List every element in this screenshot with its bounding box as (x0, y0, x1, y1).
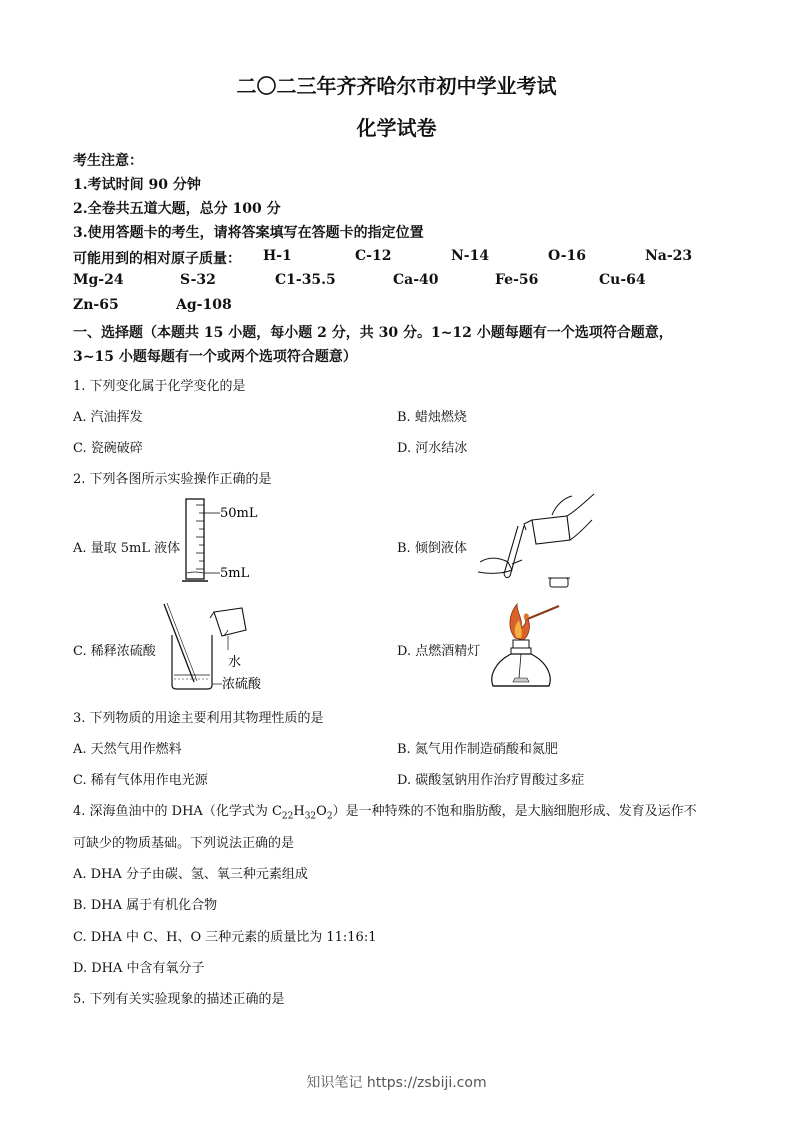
section-heading-line-1: 一、选择题（本题共 15 小题，每小题 2 分，共 30 分。1~12 小题每题有一个选项符合题意， (73, 325, 673, 341)
q4-option-d: D. DHA 中含有氧分子 (73, 961, 205, 976)
pouring-liquid-figure (472, 490, 602, 595)
mass-item: Ag-108 (176, 297, 232, 313)
q4-option-c: C. DHA 中 C、H、O 三种元素的质量比为 11:16:1 (73, 930, 377, 945)
q3-option-d: D. 碳酸氢钠用作治疗胃酸过多症 (397, 773, 585, 788)
exam-title: 二〇二三年齐齐哈尔市初中学业考试 (236, 74, 557, 98)
q1-option-d: D. 河水结冰 (397, 441, 468, 456)
footer-watermark: 知识笔记 https://zsbiji.com (306, 1075, 487, 1091)
fig-c-water-label: 水 (228, 655, 242, 670)
q5-stem: 5. 下列有关实验现象的描述正确的是 (73, 992, 285, 1007)
q2-option-b: B. 倾倒液体 (397, 541, 467, 556)
diluting-acid-figure (160, 600, 280, 695)
section-heading-line-2: 3~15 小题每题有一个或两个选项符合题意） (73, 349, 357, 365)
mass-item: O-16 (548, 248, 587, 264)
q4-sub-oxygen: 2 (326, 811, 333, 822)
q4-sub-carbon: 22 (281, 811, 294, 822)
exam-subtitle: 化学试卷 (356, 116, 437, 140)
notice-item-1: 1.考试时间 90 分钟 (73, 177, 201, 193)
q3-stem: 3. 下列物质的用途主要利用其物理性质的是 (73, 711, 324, 726)
q3-option-b: B. 氮气用作制造硝酸和氮肥 (397, 742, 558, 757)
mass-item: C-12 (355, 248, 392, 264)
mass-item: Fe-56 (495, 272, 539, 288)
q4-stem-line-1 (73, 800, 697, 822)
q4-stem-line-2: 可缺少的物质基础。下列说法正确的是 (73, 836, 295, 851)
mass-item: Cu-64 (599, 272, 646, 288)
q4-option-b: B. DHA 属于有机化合物 (73, 898, 218, 913)
fig-a-top-label: 50mL (220, 506, 258, 521)
mass-item: Mg-24 (73, 272, 124, 288)
graduated-cylinder-figure (180, 495, 270, 587)
q1-option-c: C. 瓷碗破碎 (73, 441, 143, 456)
q4-sub-hydrogen: 32 (304, 811, 317, 822)
mass-item: N-14 (451, 248, 490, 264)
q4-stem-post: ）是一种特殊的不饱和脂肪酸，是大脑细胞形成、发育及运作不 (332, 804, 697, 819)
atomic-mass-label: 可能用到的相对原子质量： (73, 251, 241, 267)
mass-item: C1-35.5 (275, 272, 336, 288)
mass-item: Ca-40 (393, 272, 439, 288)
q1-stem: 1. 下列变化属于化学变化的是 (73, 379, 246, 394)
q2-stem: 2. 下列各图所示实验操作正确的是 (73, 472, 272, 487)
q4-element-h: H (293, 804, 305, 819)
mass-item: S-32 (180, 272, 216, 288)
mass-item: Na-23 (645, 248, 693, 264)
q4-element-o: O (316, 804, 327, 819)
q2-option-c: C. 稀释浓硫酸 (73, 644, 156, 659)
q1-option-a: A. 汽油挥发 (73, 410, 143, 425)
q4-stem-pre: 4. 深海鱼油中的 DHA（化学式为 C (73, 804, 282, 819)
q4-option-a: A. DHA 分子由碳、氢、氧三种元素组成 (73, 867, 308, 882)
mass-item: H-1 (263, 248, 292, 264)
q2-option-a: A. 量取 5mL 液体 (73, 541, 181, 556)
fig-a-bottom-label: 5mL (220, 566, 250, 581)
q1-option-b: B. 蜡烛燃烧 (397, 410, 467, 425)
q3-option-c: C. 稀有气体用作电光源 (73, 773, 208, 788)
q2-option-d: D. 点燃酒精灯 (397, 644, 481, 659)
q3-option-a: A. 天然气用作燃料 (73, 742, 182, 757)
alcohol-lamp-figure (485, 598, 565, 698)
notice-item-3: 3.使用答题卡的考生，请将答案填写在答题卡的指定位置 (73, 225, 424, 241)
notice-heading: 考生注意： (73, 153, 143, 169)
fig-c-acid-label: 浓硫酸 (222, 677, 262, 692)
mass-item: Zn-65 (73, 297, 119, 313)
notice-item-2: 2.全卷共五道大题，总分 100 分 (73, 201, 281, 217)
